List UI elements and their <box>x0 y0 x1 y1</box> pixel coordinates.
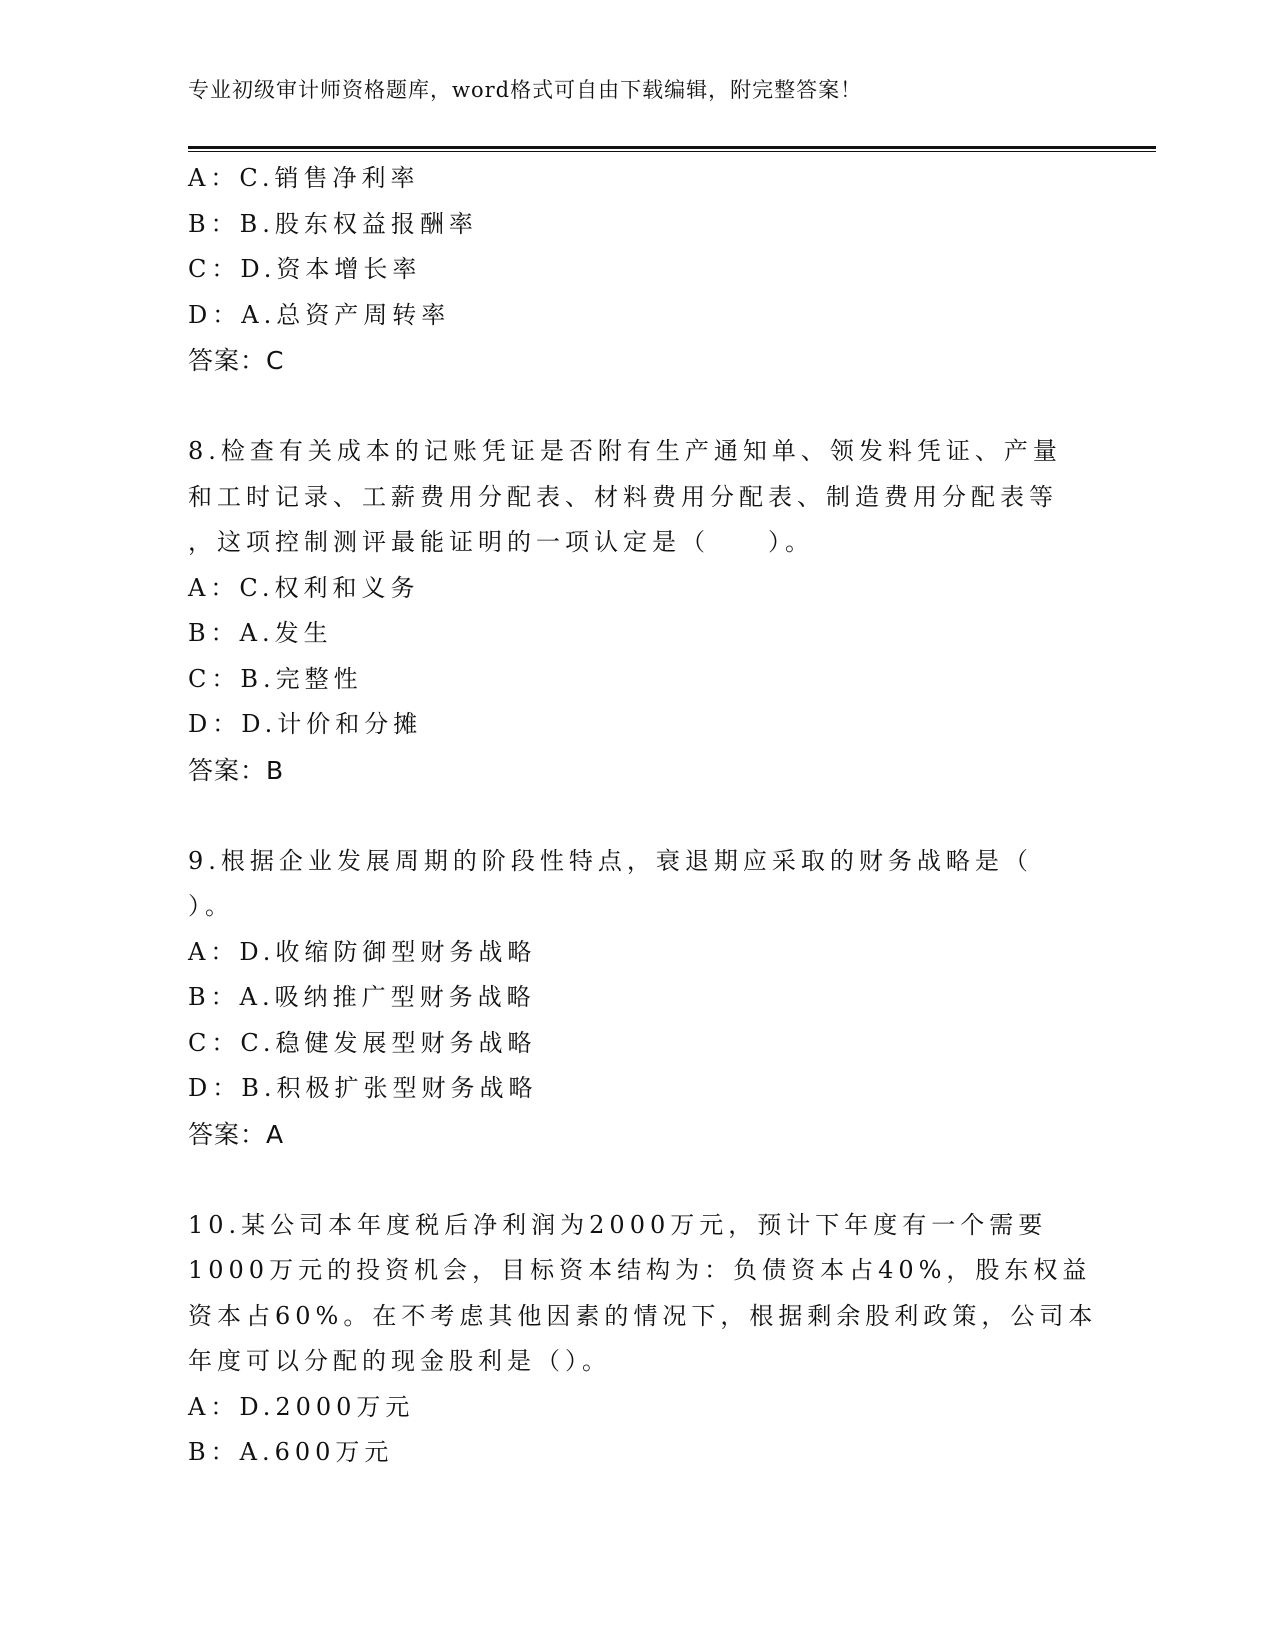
header-rule-thick <box>188 146 1156 149</box>
option-a: A：C.销售净利率 <box>188 164 420 192</box>
question-text-line: ）。 <box>188 892 234 920</box>
option-d: D：B.积极扩张型财务战略 <box>188 1074 538 1102</box>
option-a: A：D.2000万元 <box>188 1392 415 1421</box>
question-10 <box>188 1203 1098 1476</box>
option-b: B：A.发生 <box>188 619 333 647</box>
question-content <box>188 156 1098 1476</box>
option-b: B：A.600万元 <box>188 1438 394 1466</box>
option-d: D：A.总资产周转率 <box>188 300 451 329</box>
answer-line: 答案：C <box>188 346 285 375</box>
question-text-line: ，这项控制测评最能证明的一项认定是（ ）。 <box>188 528 814 556</box>
page-header: 专业初级审计师资格题库，word格式可自由下载编辑，附完整答案！ <box>188 78 863 102</box>
question-9 <box>188 839 1088 1158</box>
question-text-line: 8.检查有关成本的记账凭证是否附有生产通知单、领发料凭证、产量 <box>188 437 1062 465</box>
option-a: A：D.收缩防御型财务战略 <box>188 937 537 966</box>
answer-line: 答案：A <box>188 1119 285 1149</box>
option-b: B：A.吸纳推广型财务战略 <box>188 983 536 1011</box>
option-c: C：C.稳健发展型财务战略 <box>188 1028 537 1057</box>
question-text-line: 9.根据企业发展周期的阶段性特点，衰退期应采取的财务战略是（ <box>188 846 1033 875</box>
question-7-options <box>188 156 1088 384</box>
option-c: C：B.完整性 <box>188 664 363 693</box>
header-rule-thin <box>188 151 1156 152</box>
option-a: A：C.权利和义务 <box>188 573 420 602</box>
answer-line: 答案：B <box>188 755 285 785</box>
option-d: D：D.计价和分摊 <box>188 710 423 738</box>
option-b: B：B.股东权益报酬率 <box>188 209 478 238</box>
question-text-line: 年度可以分配的现金股利是（）。 <box>188 1347 611 1375</box>
question-text-line: 1000万元的投资机会，目标资本结构为：负债资本占40%，股东权益 <box>188 1256 1092 1284</box>
question-text-line: 资本占60%。在不考虑其他因素的情况下，根据剩余股利政策，公司本 <box>188 1301 1098 1330</box>
question-8 <box>188 429 1088 793</box>
option-c: C：D.资本增长率 <box>188 255 422 283</box>
question-text-line: 和工时记录、工薪费用分配表、材料费用分配表、制造费用分配表等 <box>188 482 1058 511</box>
question-text-line: 10.某公司本年度税后净利润为2000万元，预计下年度有一个需要 <box>188 1210 1048 1239</box>
